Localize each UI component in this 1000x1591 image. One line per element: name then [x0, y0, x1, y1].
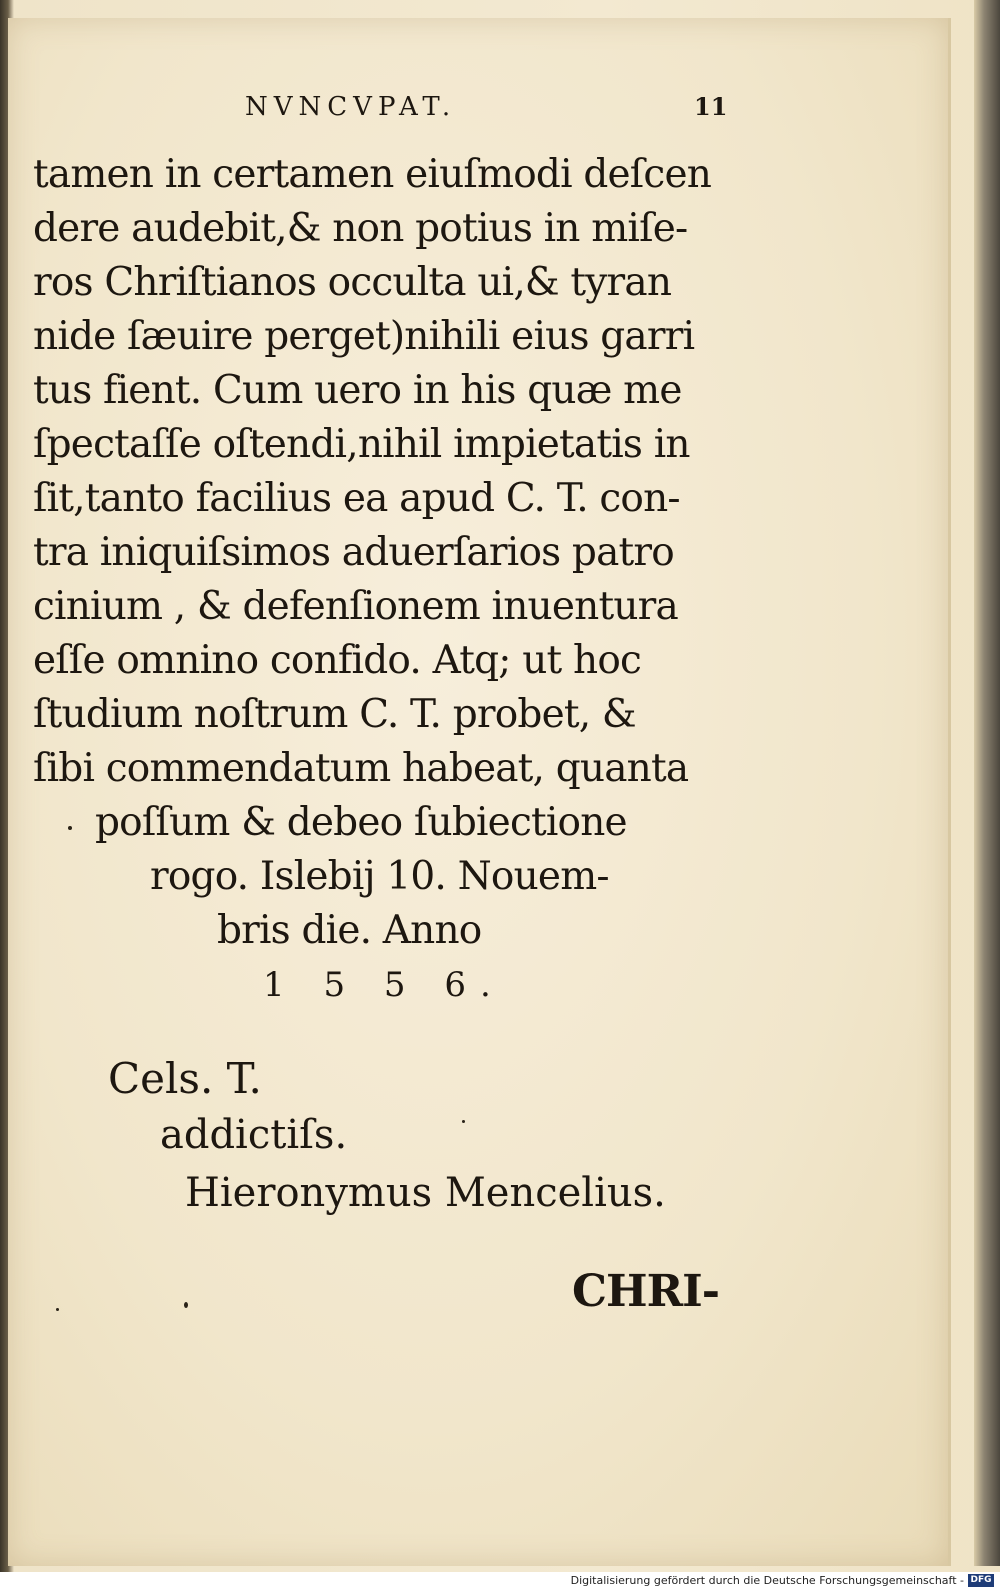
text-line: cinium , & defenſionem inuentura: [33, 584, 678, 629]
folio-number: 11: [694, 92, 728, 121]
text-line: nide ſæuire perget)nihili eius garri: [33, 314, 695, 359]
text-line: ſit,tanto facilius ea apud C. T. con-: [33, 476, 680, 521]
signature-line-1: Cels. T.: [108, 1054, 262, 1103]
ink-speck: [68, 826, 72, 830]
digitization-credit: Digitalisierung gefördert durch die Deutsche Forschungsgemeinschaft -: [570, 1574, 964, 1587]
text-line: poſſum & debeo ſubiectione: [95, 800, 627, 845]
ink-speck: [462, 1120, 465, 1123]
text-line: eſſe omnino confido. Atq; ut hoc: [33, 638, 642, 683]
dfg-logo-icon: DFG: [968, 1574, 994, 1587]
running-head: NVNCVPAT.: [245, 92, 457, 122]
year-line: 1 5 5 6.: [263, 965, 505, 1005]
text-line: ſibi commendatum habeat, quanta: [33, 746, 689, 791]
page-edge-shadow: [974, 0, 1000, 1566]
ink-speck: [56, 1308, 59, 1311]
ink-speck: [184, 1302, 188, 1308]
catchword: CHRI-: [572, 1266, 720, 1317]
text-line: bris die. Anno: [217, 908, 482, 953]
text-line: tra iniquiſsimos aduerſarios patro: [33, 530, 674, 575]
text-line: ſtudium noſtrum C. T. probet, &: [33, 692, 636, 737]
signature-line-2: addictiſs.: [160, 1112, 348, 1158]
text-line: rogo. Islebij 10. Nouem-: [150, 854, 609, 899]
text-line: ſpectaſſe oſtendi,nihil impietatis in: [33, 422, 690, 467]
body-text: [33, 148, 733, 1012]
text-line: dere audebit,& non potius in miſe-: [33, 206, 688, 251]
text-line: ros Chriſtianos occulta ui,& tyran: [33, 260, 672, 305]
text-line: tamen in certamen eiuſmodi deſcen: [33, 152, 712, 197]
signature-name: Hieronymus Mencelius.: [185, 1170, 666, 1216]
text-line: tus fient. Cum uero in his quæ me: [33, 368, 682, 413]
